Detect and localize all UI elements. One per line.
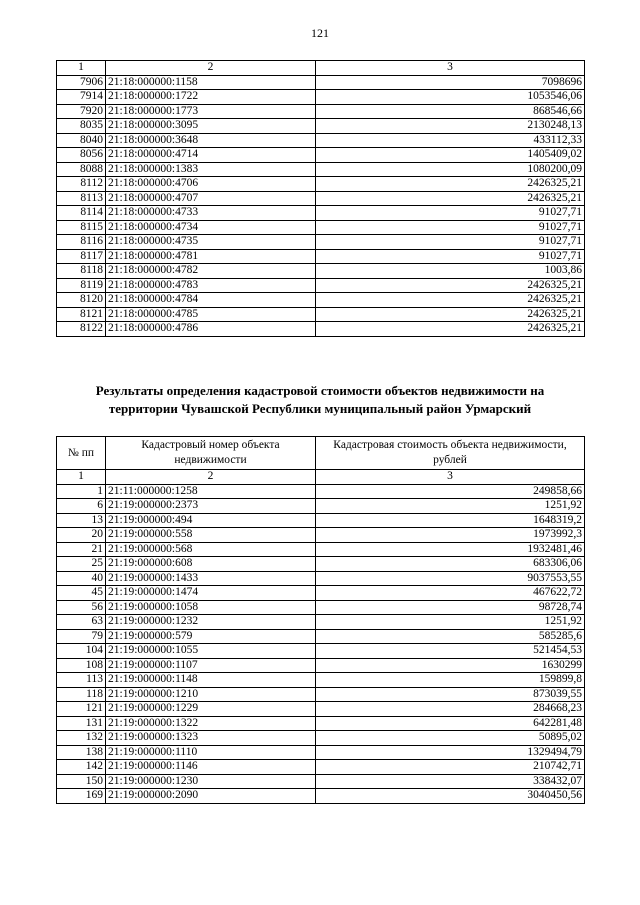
cadastral-value: 159899,8 [316, 673, 585, 688]
cadastral-number: 21:18:000000:4707 [106, 191, 316, 206]
cadastral-value: 2426325,21 [316, 177, 585, 192]
table-row [57, 644, 585, 659]
cadastral-number: 21:19:000000:1323 [106, 731, 316, 746]
cadastral-value: 91027,71 [316, 206, 585, 221]
cadastral-number: 21:18:000000:1158 [106, 75, 316, 90]
cadastral-value: 1405409,02 [316, 148, 585, 163]
row-index: 8120 [57, 293, 106, 308]
table-row [57, 307, 585, 322]
table-row [57, 162, 585, 177]
table-row [57, 542, 585, 557]
cadastral-number: 21:19:000000:1146 [106, 760, 316, 775]
table-row [57, 586, 585, 601]
cadastral-number: 21:19:000000:1433 [106, 571, 316, 586]
cadastral-value: 1080200,09 [316, 162, 585, 177]
row-index: 8121 [57, 307, 106, 322]
table-row [57, 658, 585, 673]
table-row [57, 774, 585, 789]
table-row [57, 499, 585, 514]
section-title-line-2: территории Чувашской Республики муниципальный район Урмарский [108, 401, 532, 416]
cadastral-value: 98728,74 [316, 600, 585, 615]
cadastral-value: 433112,33 [316, 133, 585, 148]
cadastral-number: 21:18:000000:4786 [106, 322, 316, 337]
cadastral-number: 21:19:000000:1058 [106, 600, 316, 615]
column-number-1: 1 [57, 470, 106, 485]
cadastral-number: 21:18:000000:3095 [106, 119, 316, 134]
row-index: 150 [57, 774, 106, 789]
cadastral-number: 21:18:000000:1383 [106, 162, 316, 177]
row-index: 13 [57, 513, 106, 528]
cadastral-value: 521454,53 [316, 644, 585, 659]
row-index: 121 [57, 702, 106, 717]
cadastral-value: 1648319,2 [316, 513, 585, 528]
cadastral-number: 21:18:000000:4782 [106, 264, 316, 279]
table-row [57, 148, 585, 163]
row-index: 8119 [57, 278, 106, 293]
row-index: 56 [57, 600, 106, 615]
row-index: 8116 [57, 235, 106, 250]
table-row [57, 600, 585, 615]
cadastral-value: 1630299 [316, 658, 585, 673]
row-index: 142 [57, 760, 106, 775]
column-number-3: 3 [316, 470, 585, 485]
cadastral-number: 21:19:000000:2090 [106, 789, 316, 804]
table-row [57, 745, 585, 760]
table-column-number-row [57, 470, 585, 485]
table-row [57, 206, 585, 221]
cadastral-number: 21:19:000000:2373 [106, 499, 316, 514]
row-index: 8114 [57, 206, 106, 221]
table-row [57, 104, 585, 119]
row-index: 8088 [57, 162, 106, 177]
cadastral-value: 2426325,21 [316, 322, 585, 337]
cadastral-number: 21:18:000000:1773 [106, 104, 316, 119]
column-header-index: № пп [57, 437, 106, 470]
cadastral-value: 2130248,13 [316, 119, 585, 134]
row-index: 108 [57, 658, 106, 673]
row-index: 21 [57, 542, 106, 557]
row-index: 8117 [57, 249, 106, 264]
cadastral-value: 683306,06 [316, 557, 585, 572]
cadastral-number: 21:19:000000:1230 [106, 774, 316, 789]
cadastral-value: 91027,71 [316, 235, 585, 250]
cadastral-value: 467622,72 [316, 586, 585, 601]
cadastral-value: 91027,71 [316, 220, 585, 235]
cadastral-value: 284668,23 [316, 702, 585, 717]
row-index: 20 [57, 528, 106, 543]
cadastral-number: 21:19:000000:494 [106, 513, 316, 528]
cadastral-value: 873039,55 [316, 687, 585, 702]
cadastral-value: 2426325,21 [316, 307, 585, 322]
cadastral-value: 50895,02 [316, 731, 585, 746]
cadastral-number: 21:19:000000:1107 [106, 658, 316, 673]
row-index: 45 [57, 586, 106, 601]
cadastral-value: 585285,6 [316, 629, 585, 644]
table-row [57, 220, 585, 235]
cadastral-value: 1251,92 [316, 615, 585, 630]
column-number-2: 2 [106, 470, 316, 485]
cadastral-value: 1329494,79 [316, 745, 585, 760]
cadastral-number: 21:18:000000:4706 [106, 177, 316, 192]
row-index: 8115 [57, 220, 106, 235]
cadastral-number: 21:19:000000:608 [106, 557, 316, 572]
cadastral-number: 21:19:000000:1232 [106, 615, 316, 630]
cadastral-number: 21:19:000000:579 [106, 629, 316, 644]
cadastral-number: 21:18:000000:3648 [106, 133, 316, 148]
row-index: 8118 [57, 264, 106, 279]
table-row [57, 571, 585, 586]
cadastral-value: 642281,48 [316, 716, 585, 731]
column-header-cadastral-number: Кадастровый номер объекта недвижимости [106, 437, 316, 470]
cadastral-value: 210742,71 [316, 760, 585, 775]
row-index: 79 [57, 629, 106, 644]
row-index: 1 [57, 484, 106, 499]
cadastral-value: 91027,71 [316, 249, 585, 264]
cadastral-number: 21:19:000000:558 [106, 528, 316, 543]
row-index: 7914 [57, 90, 106, 105]
cadastral-value: 1932481,46 [316, 542, 585, 557]
cadastral-number: 21:19:000000:1110 [106, 745, 316, 760]
table-row [57, 177, 585, 192]
cadastral-number: 21:18:000000:4783 [106, 278, 316, 293]
table-row [57, 557, 585, 572]
table-row [57, 760, 585, 775]
cadastral-number: 21:19:000000:1055 [106, 644, 316, 659]
row-index: 118 [57, 687, 106, 702]
cadastral-number: 21:19:000000:1229 [106, 702, 316, 717]
cadastral-number: 21:18:000000:4784 [106, 293, 316, 308]
section-title [40, 382, 600, 418]
cadastral-value: 1003,86 [316, 264, 585, 279]
row-index: 8112 [57, 177, 106, 192]
column-number-1: 1 [57, 61, 106, 76]
cadastral-number: 21:18:000000:1722 [106, 90, 316, 105]
table-row [57, 119, 585, 134]
cadastral-number: 21:19:000000:1210 [106, 687, 316, 702]
table-row [57, 528, 585, 543]
table-row [57, 731, 585, 746]
column-header-cadastral-value: Кадастровая стоимость объекта недвижимости, рублей [316, 437, 585, 470]
cadastral-value: 9037553,55 [316, 571, 585, 586]
table-row [57, 278, 585, 293]
page-number: 121 [311, 26, 329, 40]
cadastral-value: 2426325,21 [316, 191, 585, 206]
table-header-row [57, 61, 585, 76]
row-index: 8122 [57, 322, 106, 337]
table-row [57, 789, 585, 804]
row-index: 6 [57, 499, 106, 514]
cadastral-value: 338432,07 [316, 774, 585, 789]
cadastral-number: 21:18:000000:4733 [106, 206, 316, 221]
table-row [57, 90, 585, 105]
cadastral-table-continued [56, 60, 585, 337]
table-row [57, 615, 585, 630]
cadastral-value: 7098696 [316, 75, 585, 90]
row-index: 25 [57, 557, 106, 572]
row-index: 104 [57, 644, 106, 659]
table-row [57, 687, 585, 702]
cadastral-value: 1251,92 [316, 499, 585, 514]
table-body [57, 484, 585, 803]
table-row [57, 191, 585, 206]
table-row [57, 75, 585, 90]
cadastral-value: 249858,66 [316, 484, 585, 499]
row-index: 8040 [57, 133, 106, 148]
row-index: 63 [57, 615, 106, 630]
table-row [57, 702, 585, 717]
cadastral-value: 1973992,3 [316, 528, 585, 543]
table-row [57, 264, 585, 279]
cadastral-number: 21:19:000000:1322 [106, 716, 316, 731]
cadastral-number: 21:19:000000:1148 [106, 673, 316, 688]
table-row [57, 513, 585, 528]
column-number-2: 2 [106, 61, 316, 76]
table-row [57, 484, 585, 499]
row-index: 40 [57, 571, 106, 586]
table-row [57, 673, 585, 688]
row-index: 8113 [57, 191, 106, 206]
cadastral-number: 21:18:000000:4781 [106, 249, 316, 264]
cadastral-value: 2426325,21 [316, 293, 585, 308]
cadastral-number: 21:18:000000:4785 [106, 307, 316, 322]
cadastral-number: 21:18:000000:4734 [106, 220, 316, 235]
cadastral-number: 21:11:000000:1258 [106, 484, 316, 499]
cadastral-value: 868546,66 [316, 104, 585, 119]
cadastral-number: 21:18:000000:4714 [106, 148, 316, 163]
column-number-3: 3 [316, 61, 585, 76]
table-header-row [57, 437, 585, 470]
row-index: 7920 [57, 104, 106, 119]
table-row [57, 322, 585, 337]
table-row [57, 133, 585, 148]
row-index: 8056 [57, 148, 106, 163]
cadastral-number: 21:19:000000:568 [106, 542, 316, 557]
row-index: 7906 [57, 75, 106, 90]
cadastral-table-urmarsky [56, 436, 585, 804]
table-row [57, 249, 585, 264]
row-index: 169 [57, 789, 106, 804]
table-row [57, 716, 585, 731]
row-index: 113 [57, 673, 106, 688]
cadastral-number: 21:19:000000:1474 [106, 586, 316, 601]
cadastral-value: 2426325,21 [316, 278, 585, 293]
section-title-line-1: Результаты определения кадастровой стоимости объектов недвижимости на [95, 383, 545, 398]
table-row [57, 235, 585, 250]
cadastral-value: 1053546,06 [316, 90, 585, 105]
cadastral-value: 3040450,56 [316, 789, 585, 804]
table-body [57, 75, 585, 336]
cadastral-number: 21:18:000000:4735 [106, 235, 316, 250]
row-index: 131 [57, 716, 106, 731]
table-row [57, 293, 585, 308]
table-row [57, 629, 585, 644]
row-index: 8035 [57, 119, 106, 134]
row-index: 138 [57, 745, 106, 760]
row-index: 132 [57, 731, 106, 746]
